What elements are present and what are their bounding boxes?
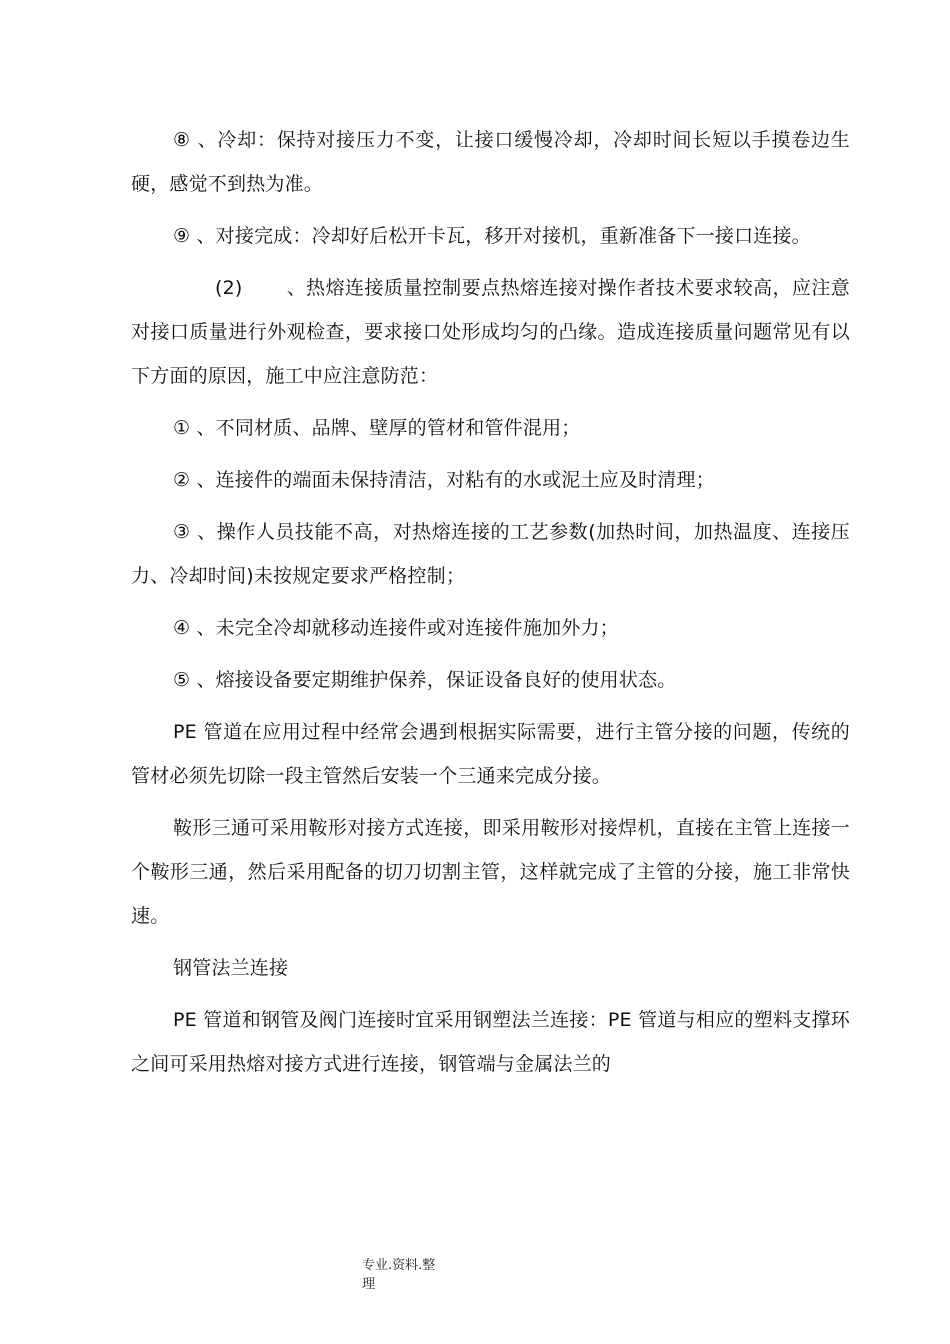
paragraph-cause-5: ⑤ 、熔接设备要定期维护保养，保证设备良好的使用状态。 [173, 669, 677, 691]
paragraph-cause-3: ③ 、操作人员技能不高，对热熔连接的工艺参数(加热时间，加热温度、连接压力、冷却时间)未按规定要求严格控制； [131, 521, 850, 587]
item-number: (2) [215, 277, 243, 299]
paragraph-saddle-tee: 鞍形三通可采用鞍形对接方式连接，即采用鞍形对接焊机，直接在主管上连接一个鞍形三通，然后采用配备的切刀切割主管，这样就完成了主管的分接，施工非常快速。 [131, 817, 850, 927]
footer-line-2: 理 [362, 1277, 376, 1292]
paragraph-step-9: ⑨ 、对接完成：冷却好后松开卡瓦，移开对接机，重新准备下一接口连接。 [173, 225, 811, 247]
footer-line-1: 专业.资料.整 [362, 1258, 436, 1273]
page-footer [362, 1256, 472, 1294]
paragraph-step-8: ⑧ 、冷却：保持对接压力不变，让接口缓慢冷却，冷却时间长短以手摸卷边生硬，感觉不到热为准。 [131, 129, 850, 195]
section-heading-flange: 钢管法兰连接 [173, 957, 289, 979]
paragraph-quality-control [131, 266, 850, 398]
paragraph-cause-1: ① 、不同材质、品牌、壁厚的管材和管件混用； [173, 417, 581, 439]
paragraph-quality-control-text: 、热熔连接质量控制要点热熔连接对操作者技术要求较高，应注意对接口质量进行外观检查，要求接口处形成均匀的凸缘。造成连接质量问题常见有以下方面的原因，施工中应注意防范： [131, 277, 850, 387]
paragraph-pe-branch: PE 管道在应用过程中经常会遇到根据实际需要，进行主管分接的问题，传统的管材必须先切除一段主管然后安装一个三通来完成分接。 [131, 721, 850, 787]
document-body [131, 118, 850, 1094]
paragraph-cause-4: ④ 、未完全冷却就移动连接件或对连接件施加外力； [173, 617, 619, 639]
paragraph-cause-2: ② 、连接件的端面未保持清洁，对粘有的水或泥土应及时清理； [173, 469, 715, 491]
paragraph-flange-connection: PE 管道和钢管及阀门连接时宜采用钢塑法兰连接：PE 管道与相应的塑料支撑环之间可采用热熔对接方式进行连接，钢管端与金属法兰的 [131, 1009, 850, 1075]
